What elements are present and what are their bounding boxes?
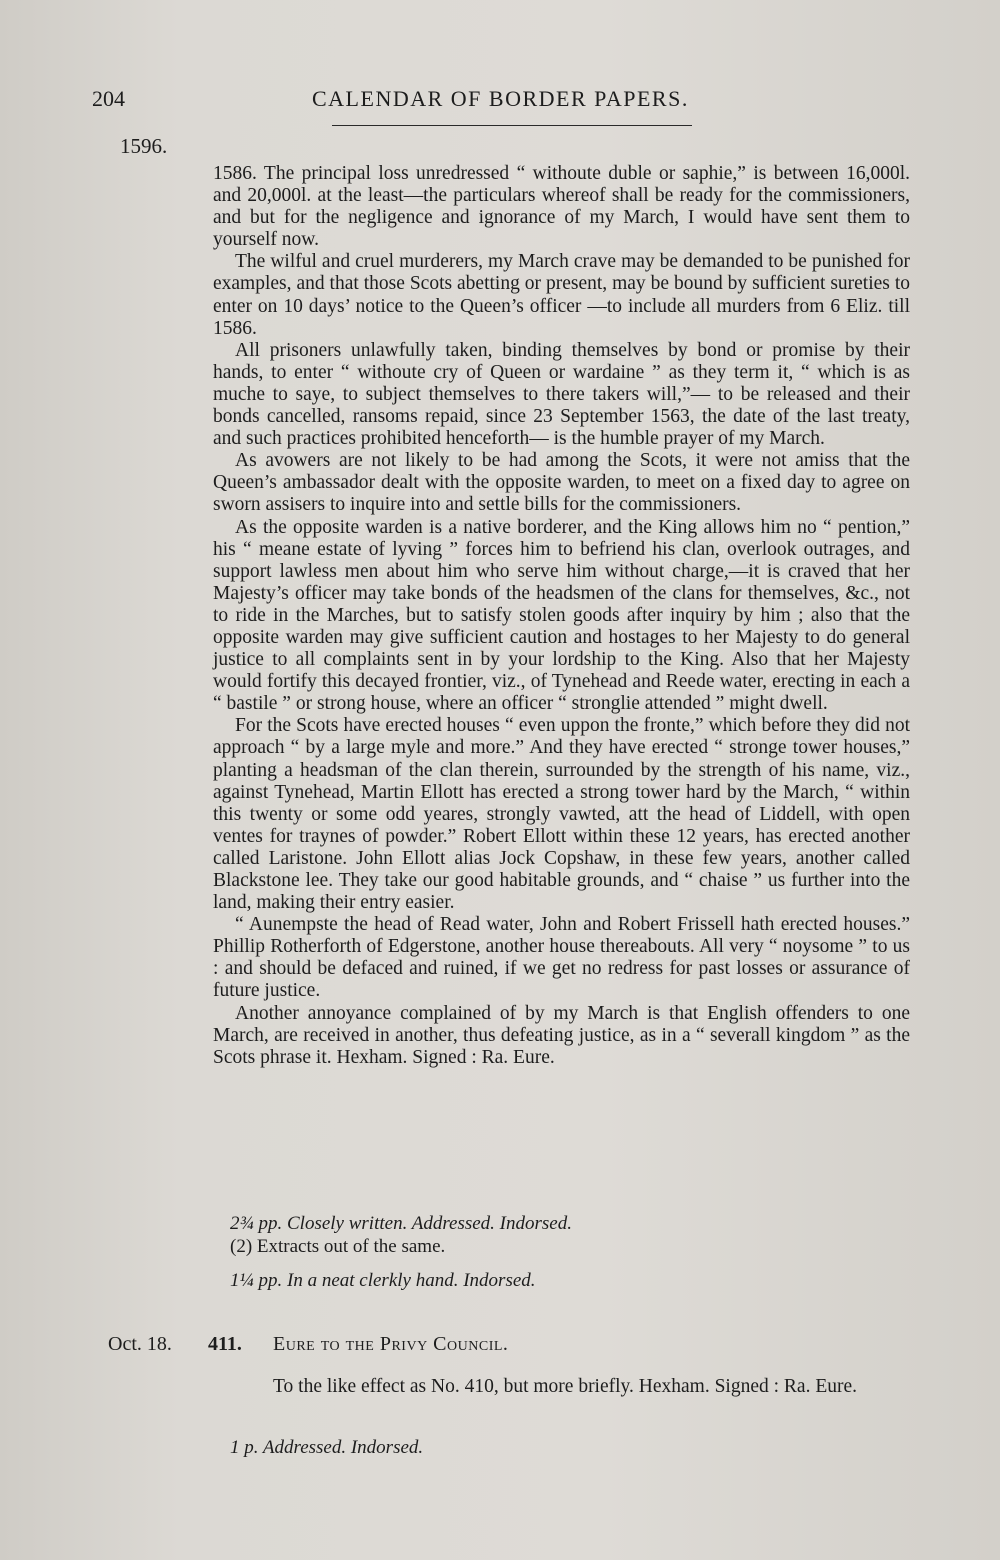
margin-year: 1596.: [120, 134, 168, 158]
paragraph: “ Aunempste the head of Read water, John and Robert Frissell hath erected houses.” Phillip Rotherforth of Edgerstone, another house thereabouts. All very “ noysome ” to us : and should be defaced and ruined, if we get no redress for past losses or assurance of future justice.: [213, 914, 910, 1002]
paragraph: For the Scots have erected houses “ even uppon the fronte,” which before they did not approach “ by a large myle and more.” And they have erected “ stronge tower houses,” planting a headsman of the clan therein, surrounded by the strength of his name, viz., against Tynehead, Martin Ellott has erected a strong tower hard by the March, “ within this twenty or some odd yeares, strongly vawted, att the head of Liddell, with open ventes for traynes of powder.” Robert Ellott within these 12 years, has erected another called Laristone. John Ellott alias Jock Copshaw, in these few years, another called Blackstone lee. They take our good habitable grounds, and “ chaise ” us further into the land, making their entry easier.: [213, 715, 910, 914]
header-rule: [332, 125, 692, 126]
page-header: [92, 86, 882, 116]
document-note: 1¼ pp. In a neat clerkly hand. Indorsed.: [230, 1270, 536, 1291]
paragraph: 1586. The principal loss unredressed “ withoute duble or saphie,” is between 16,000l. and 20,000l. at the least—the particulars whereof shall be ready for the commissioners, and but for the negligence and ignorance of my March, I would have sent them to yourself now.: [213, 163, 910, 251]
entry-text: To the like effect as No. 410, but more briefly. Hexham. Signed : Ra. Eure.: [273, 1376, 858, 1397]
paragraph: The wilful and cruel murderers, my March crave may be demanded to be punished for examples, and that those Scots abetting or present, may be bound by sufficient sureties to enter on 10 days’ notice to the Queen’s officer —to include all murders from 6 Eliz. till 1586.: [213, 251, 910, 339]
body-text: [213, 163, 910, 1069]
entry-date: Oct. 18.: [108, 1333, 172, 1355]
entry-number: 411.: [208, 1333, 242, 1355]
page-number: 204: [92, 86, 125, 111]
paragraph: All prisoners unlawfully taken, binding themselves by bond or promise by their hands, to enter “ withoute cry of Queen or wardaine ” as they term it, “ which is as muche to saye, to subject themselves to there takers will,”— to be released and their bonds cancelled, ransoms repaid, since 23 September 1563, the date of the last treaty, and such practices prohibited henceforth— is the humble prayer of my March.: [213, 339, 910, 450]
entry-note: 1 p. Addressed. Indorsed.: [230, 1437, 424, 1458]
paragraph: As the opposite warden is a native borderer, and the King allows him no “ pention,” his “ meane estate of lyving ” forces him to befriend his clan, overlook outrages, and support lawless men about him who serve him without charge,—it is craved that her Majesty’s officer may take bonds of the headsmen of the clans for themselves, &c., not to ride in the Marches, but to satisfy stolen goods after inquiry by him ; also that the opposite warden may give sufficient caution and hostages to her Majesty to do general justice to all complaints sent in by your lordship to the King. Also that her Majesty would fortify this decayed frontier, viz., of Tynehead and Reede water, erecting in each a “ bastile ” or strong house, where an officer “ stronglie attended ” might dwell.: [213, 516, 910, 715]
document-note: 2¾ pp. Closely written. Addressed. Indorsed.: [230, 1213, 572, 1234]
entry-body: [213, 1375, 903, 1398]
paragraph: Another annoyance complained of by my March is that English offenders to one March, are received in another, thus defeating justice, as in a “ severall kingdom ” as the Scots phrase it. Hexham. Signed : Ra. Eure.: [213, 1002, 910, 1068]
running-title: CALENDAR OF BORDER PAPERS.: [312, 86, 689, 111]
entry-title: Eure to the Privy Council.: [273, 1333, 509, 1355]
paragraph: As avowers are not likely to be had among the Scots, it were not amiss that the Queen’s ambassador dealt with the opposite warden, to meet on a fixed day to agree on sworn assisers to inquire into and settle bills for the commissioners.: [213, 450, 910, 516]
document-note: (2) Extracts out of the same.: [230, 1236, 446, 1257]
